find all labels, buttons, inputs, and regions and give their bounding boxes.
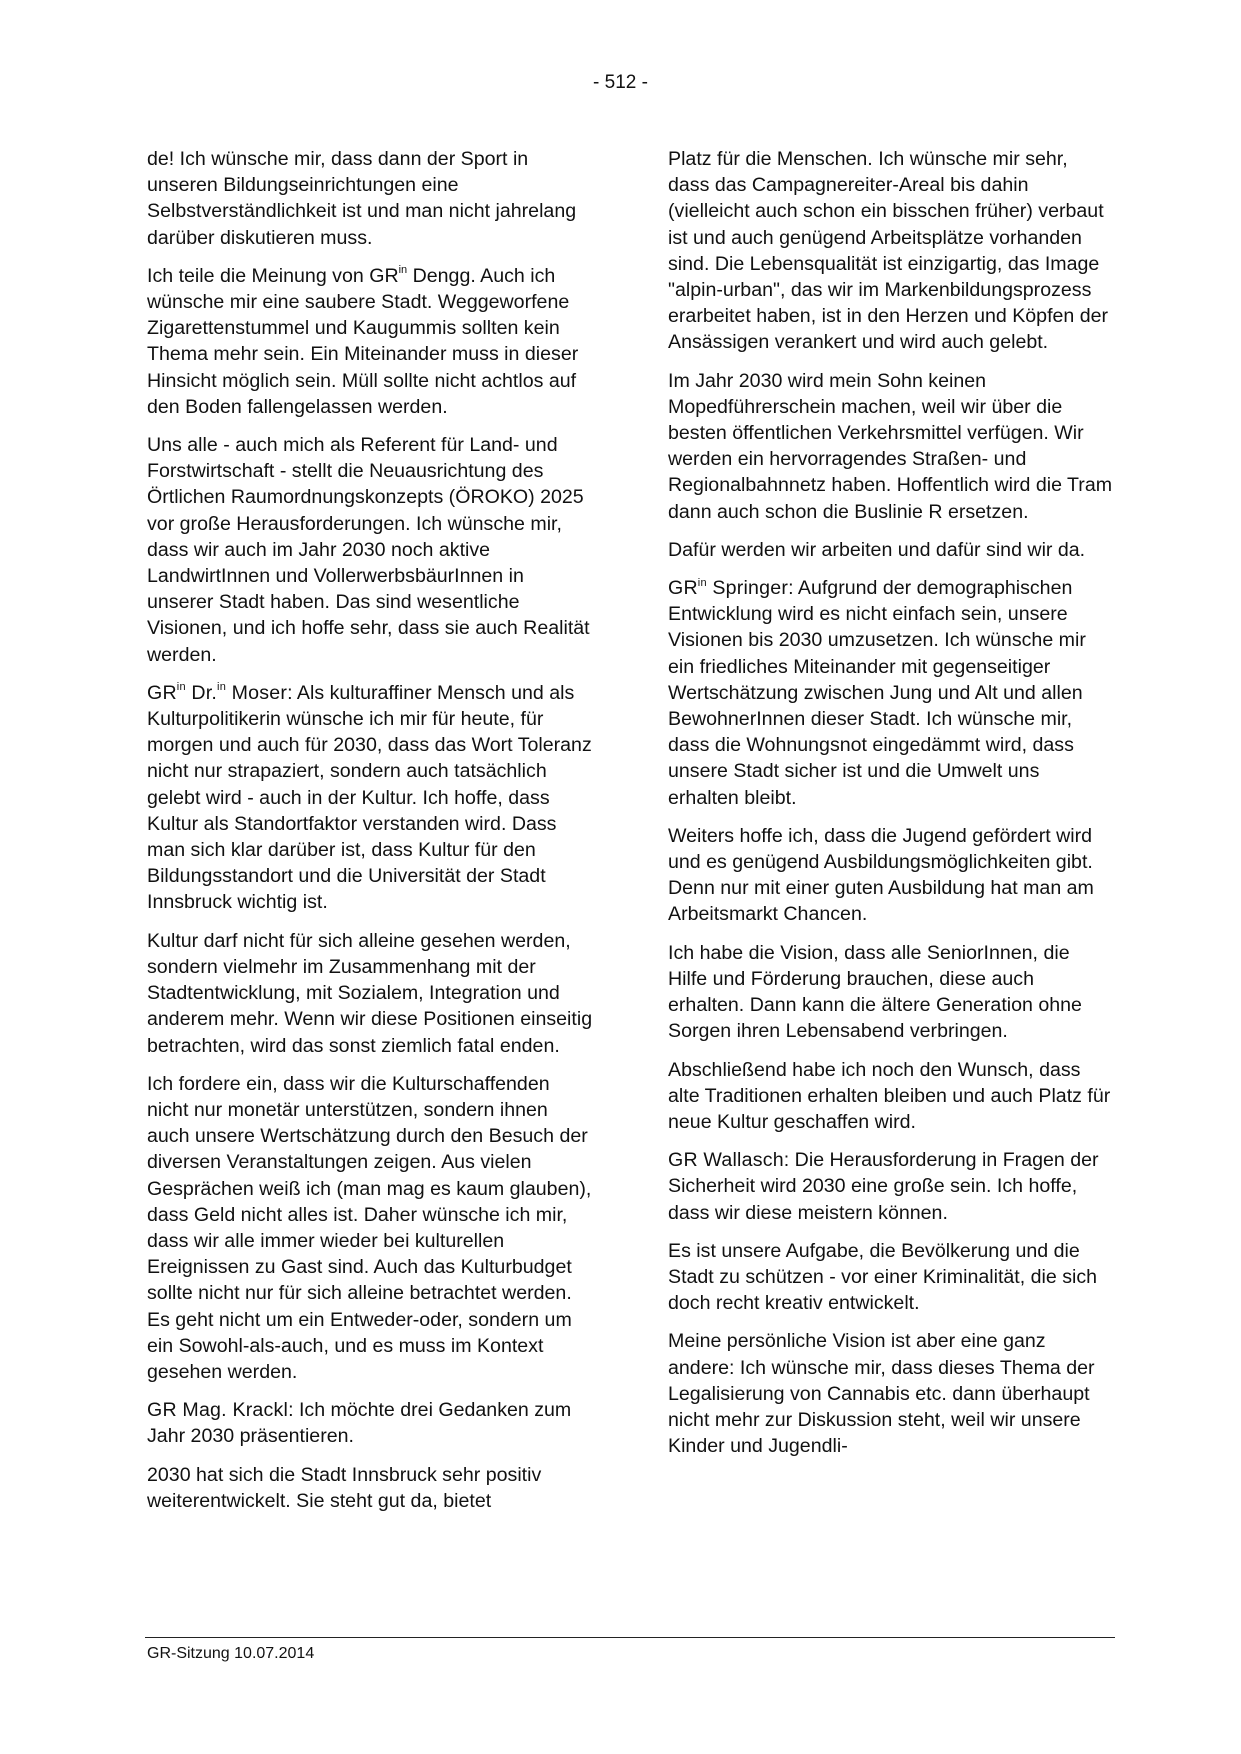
paragraph: Ich fordere ein, dass wir die Kulturschaffenden nicht nur monetär unterstützen, sondern ihnen auch unsere Wertschätzung durch den Besuch der diversen Veranstaltungen zeigen. Aus vielen Gesprächen weiß ich (man mag es kaum glauben), dass Geld nicht alles ist. Daher wünsche ich mir, dass wir alle immer wieder bei kulturellen Ereignissen zu Gast sind. Auch das Kulturbudget sollte nicht nur für sich alleine betrachtet werden. Es geht nicht um ein Entweder-oder, sondern um ein Sowohl-als-auch, und es muss im Kontext gesehen werden.	[147, 1072, 592, 1383]
text-run: : Die Herausforderung in Fragen der Sicherheit wird 2030 eine große sein. Ich hoffe, dass wir diese meistern können.	[668, 1149, 1099, 1224]
text-run: Dengg. Auch ich wünsche mir eine saubere Stadt. Weggeworfene Zigarettenstummel und Kaugummis sollten kein Thema mehr sein. Ein Miteinander muss in dieser Hinsicht möglich sein. Müll sollte nicht achtlos auf den Boden fallengelassen werden.	[147, 264, 579, 418]
speaker-part: Springer	[706, 577, 789, 600]
left-column	[147, 146, 593, 1526]
paragraph: Meine persönliche Vision ist aber eine ganz andere: Ich wünsche mir, dass dieses Thema der Legalisierung von Cannabis etc. dann überhaupt nicht mehr zur Diskussion steht, weil wir unsere Kinder und Jugendli-	[668, 1330, 1095, 1458]
speaker-part: GR	[668, 577, 698, 600]
paragraph	[147, 1397, 593, 1449]
speaker-part: GR	[147, 681, 177, 704]
paragraph: Weiters hoffe ich, dass die Jugend gefördert wird und es genügend Ausbildungsmöglichkeiten gibt. Denn nur mit einer guten Ausbildung hat man am Arbeitsmarkt Chancen.	[668, 824, 1094, 926]
speaker-name	[147, 682, 287, 704]
paragraph: 2030 hat sich die Stadt Innsbruck sehr positiv weiterentwickelt. Sie steht gut da, bietet	[147, 1463, 542, 1512]
paragraph: Dafür werden wir arbeiten und dafür sind wir da.	[668, 538, 1086, 561]
paragraph: Kultur darf nicht für sich alleine gesehen werden, sondern vielmehr im Zusammenhang mit der Stadtentwicklung, mit Sozialem, Integration und anderem mehr. Wenn wir diese Positionen einseitig betrachten, wird das sonst ziemlich fatal enden.	[147, 929, 593, 1057]
speaker-name: GR Wallasch	[668, 1149, 784, 1172]
paragraph: Platz für die Menschen. Ich wünsche mir sehr, dass das Campagnereiter-Areal bis dahin (vielleicht auch schon ein bisschen früher) verbaut ist und auch genügend Arbeitsplätze vorhanden sind. Die Lebensqualität ist einzigartig, das Image "alpin-urban", das wir im Markenbildungsprozess erarbeitet haben, ist in den Herzen und Köpfen der Ansässigen verankert und wird auch gelebt.	[668, 148, 1109, 354]
footer-divider	[145, 1637, 1115, 1638]
page-number: - 512 -	[593, 72, 648, 93]
paragraph: Abschließend habe ich noch den Wunsch, dass alte Traditionen erhalten bleiben und auch Platz für neue Kultur geschaffen wird.	[668, 1058, 1111, 1133]
text-run: : Ich möchte drei Gedanken zum Jahr 2030 präsentieren.	[147, 1399, 572, 1448]
superscript: in	[697, 576, 707, 589]
speaker-part: Dr.	[185, 681, 218, 704]
text-run: : Als kulturaffiner Mensch und als Kulturpolitikerin wünsche ich mir für heute, für morgen und auch für 2030, dass das Wort Toleranz nicht nur strapaziert, sondern auch tatsächlich gelebt wird - auch in der Kultur. Ich hoffe, dass Kultur als Standortfaktor verstanden wird. Dass man sich klar darüber ist, dass Kultur für den Bildungsstandort und die Universität der Stadt Innsbruck wichtig ist.	[147, 681, 592, 914]
paragraph: Im Jahr 2030 wird mein Sohn keinen Mopedführerschein machen, weil wir über die besten öffentlichen Verkehrsmittel verfügen. Wir werden ein hervorragendes Straßen- und Regionalbahnnetz haben. Hoffentlich wird die Tram dann auch schon die Buslinie R ersetzen.	[668, 369, 1113, 523]
superscript: in	[176, 681, 186, 694]
speaker-name	[668, 577, 788, 599]
paragraph: Ich habe die Vision, dass alle SeniorInnen, die Hilfe und Förderung brauchen, diese auch erhalten. Dann kann die ältere Generation ohne Sorgen ihren Lebensabend verbringen.	[668, 941, 1082, 1043]
speaker-part: Moser	[226, 681, 288, 704]
paragraph	[147, 680, 593, 916]
paragraph	[668, 575, 1114, 811]
right-column	[668, 146, 1114, 1471]
superscript: in	[217, 681, 227, 694]
paragraph: de! Ich wünsche mir, dass dann der Sport in unseren Bildungseinrichtungen eine Selbstverständlichkeit ist und man nicht jahrelang darüber diskutieren muss.	[147, 148, 577, 249]
superscript: in	[398, 264, 408, 277]
text-run: Ich teile die Meinung von GR	[147, 264, 399, 287]
speaker-name: GR Mag. Krackl	[147, 1399, 289, 1422]
paragraph: Es ist unsere Aufgabe, die Bevölkerung und die Stadt zu schützen - vor einer Kriminalität, die sich doch recht kreativ entwickelt.	[668, 1239, 1098, 1315]
text-run: : Aufgrund der demographischen Entwicklung wird es nicht einfach sein, unsere Visionen bis 2030 umzusetzen. Ich wünsche mir ein friedliches Miteinander mit gegenseitiger Wertschätzung zwischen Jung und Alt und allen BewohnerInnen dieser Stadt. Ich wünsche mir, dass die Wohnungsnot eingedämmt wird, dass unsere Stadt sicher ist und die Umwelt uns erhalten bleibt.	[668, 577, 1086, 809]
paragraph	[668, 1147, 1114, 1226]
paragraph: Uns alle - auch mich als Referent für Land- und Forstwirtschaft - stellt die Neuausrichtung des Örtlichen Raumordnungskonzepts (ÖROKO) 2025 vor große Herausforderungen. Ich wünsche mir, dass wir auch im Jahr 2030 noch aktive LandwirtInnen und VollerwerbsbäurInnen in unserer Stadt haben. Das sind wesentliche Visionen, und ich hoffe sehr, dass sie auch Realität werden.	[147, 434, 590, 666]
paragraph	[147, 263, 593, 420]
footer-session-label: GR-Sitzung 10.07.2014	[147, 1645, 315, 1662]
